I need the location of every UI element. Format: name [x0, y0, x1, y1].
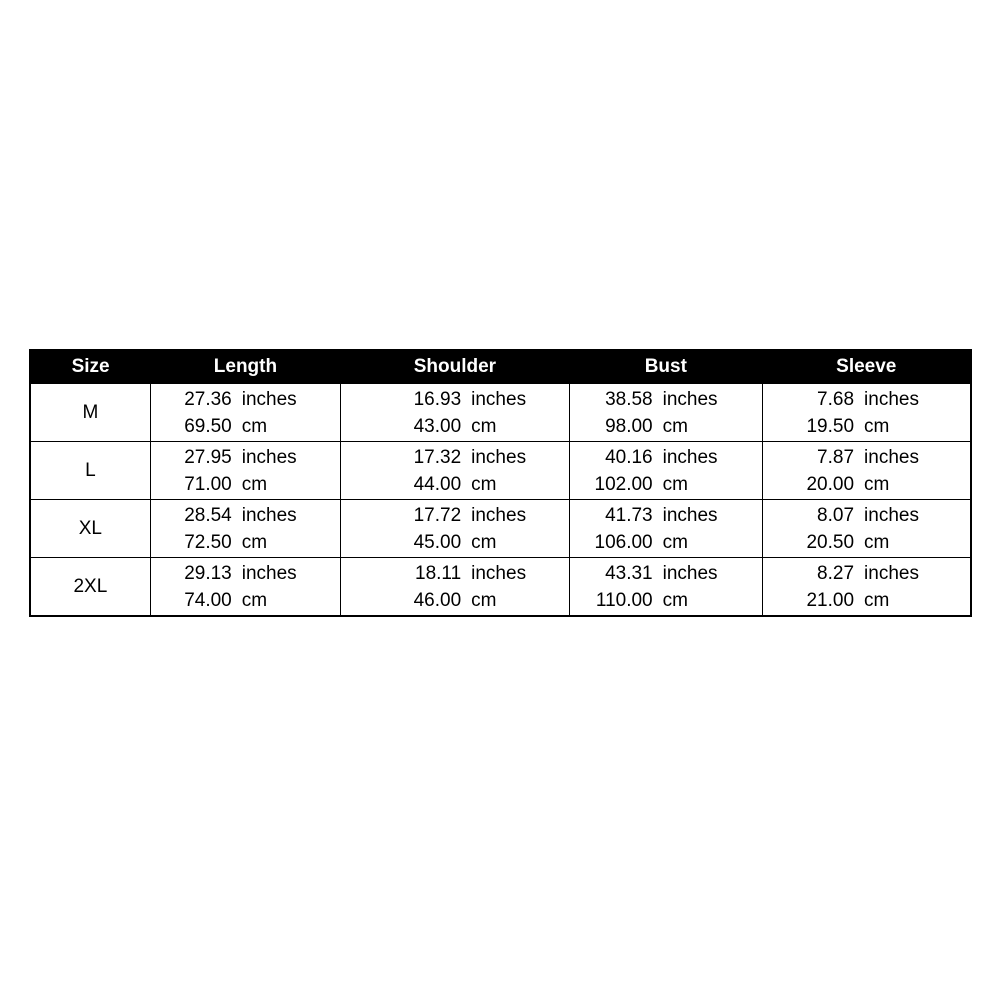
bust-cell: [569, 558, 762, 617]
sleeve-cm-line: [767, 473, 970, 497]
sleeve-cell: [763, 384, 971, 442]
sleeve-inches-line: [767, 446, 970, 470]
length-inches-unit: inches: [241, 505, 297, 526]
sleeve-inches-unit: inches: [864, 447, 919, 468]
sleeve-inches-value: 7.87: [817, 447, 855, 468]
table-row: [30, 442, 971, 500]
length-cm-line: [175, 415, 340, 439]
header-length: Length: [150, 350, 340, 384]
length-inches-line: [175, 504, 340, 528]
table-row: [30, 384, 971, 442]
sleeve-cm-value: 19.50: [806, 416, 855, 437]
shoulder-inches-line: [404, 388, 568, 412]
length-inches-line: [175, 446, 340, 470]
bust-cm-value: 106.00: [594, 532, 653, 553]
shoulder-cm-unit: cm: [471, 474, 497, 495]
bust-cell: [569, 442, 762, 500]
sleeve-cm-line: [767, 589, 970, 613]
bust-cm-line: [573, 589, 762, 613]
bust-inches-unit: inches: [662, 447, 718, 468]
sleeve-cm-unit: cm: [864, 474, 890, 495]
header-size: Size: [30, 350, 150, 384]
length-cm-unit: cm: [241, 416, 268, 437]
bust-cm-unit: cm: [662, 532, 688, 553]
sleeve-inches-value: 7.68: [817, 389, 855, 410]
bust-cm-value: 110.00: [595, 590, 653, 611]
sleeve-cell: [763, 442, 971, 500]
length-inches-value: 29.13: [184, 563, 232, 584]
sleeve-inches-unit: inches: [864, 389, 919, 410]
shoulder-cell: [341, 442, 569, 500]
shoulder-cm-value: 44.00: [413, 474, 462, 495]
size-cell: XL: [30, 500, 150, 558]
sleeve-cm-value: 20.50: [806, 532, 855, 553]
shoulder-inches-unit: inches: [471, 447, 527, 468]
bust-cm-unit: cm: [662, 474, 688, 495]
bust-cm-value: 98.00: [605, 416, 653, 437]
header-shoulder: Shoulder: [341, 350, 569, 384]
bust-inches-unit: inches: [662, 389, 718, 410]
bust-inches-line: [573, 504, 762, 528]
bust-inches-line: [573, 388, 762, 412]
length-cm-unit: cm: [241, 532, 268, 553]
length-cell: [150, 558, 340, 617]
length-cm-unit: cm: [241, 474, 268, 495]
size-cell: M: [30, 384, 150, 442]
sleeve-inches-line: [767, 388, 970, 412]
shoulder-cm-line: [404, 589, 568, 613]
sleeve-inches-unit: inches: [864, 505, 919, 526]
bust-cm-line: [573, 473, 762, 497]
length-cell: [150, 500, 340, 558]
table-row: [30, 500, 971, 558]
shoulder-cm-value: 45.00: [413, 532, 462, 553]
shoulder-cm-unit: cm: [471, 590, 497, 611]
sleeve-cell: [763, 558, 971, 617]
bust-inches-value: 43.31: [605, 563, 653, 584]
table-body: [30, 384, 971, 617]
header-row: [30, 350, 971, 384]
table-row: [30, 558, 971, 617]
length-cm-line: [175, 473, 340, 497]
length-inches-unit: inches: [241, 447, 297, 468]
table-header: [30, 350, 971, 384]
length-cm-line: [175, 531, 340, 555]
sleeve-cm-line: [767, 415, 970, 439]
length-inches-line: [175, 562, 340, 586]
shoulder-cell: [341, 558, 569, 617]
shoulder-inches-unit: inches: [471, 563, 527, 584]
bust-cell: [569, 384, 762, 442]
length-inches-unit: inches: [241, 389, 297, 410]
length-inches-value: 27.95: [184, 447, 232, 468]
shoulder-cm-value: 43.00: [413, 416, 462, 437]
shoulder-cm-line: [404, 473, 568, 497]
sleeve-cm-unit: cm: [864, 532, 890, 553]
sleeve-cm-line: [767, 531, 970, 555]
header-bust: Bust: [569, 350, 762, 384]
length-inches-unit: inches: [241, 563, 297, 584]
sleeve-inches-value: 8.27: [817, 563, 855, 584]
bust-cell: [569, 500, 762, 558]
length-cm-value: 72.50: [184, 532, 232, 553]
length-inches-value: 28.54: [184, 505, 232, 526]
bust-inches-line: [573, 562, 762, 586]
length-cm-value: 74.00: [184, 590, 232, 611]
shoulder-inches-value: 17.72: [413, 505, 462, 526]
bust-cm-value: 102.00: [594, 474, 653, 495]
bust-cm-unit: cm: [662, 590, 688, 611]
bust-cm-line: [573, 415, 762, 439]
bust-inches-line: [573, 446, 762, 470]
bust-inches-value: 40.16: [605, 447, 653, 468]
shoulder-inches-line: [404, 504, 568, 528]
length-cm-unit: cm: [241, 590, 268, 611]
sleeve-cell: [763, 500, 971, 558]
length-cm-line: [175, 589, 340, 613]
shoulder-cm-line: [404, 531, 568, 555]
sleeve-cm-value: 21.00: [806, 590, 855, 611]
header-sleeve: Sleeve: [763, 350, 971, 384]
shoulder-inches-unit: inches: [471, 389, 527, 410]
shoulder-cell: [341, 500, 569, 558]
shoulder-inches-value: 18.11: [415, 563, 462, 584]
shoulder-cm-value: 46.00: [413, 590, 462, 611]
sleeve-inches-unit: inches: [864, 563, 919, 584]
sleeve-cm-unit: cm: [864, 590, 890, 611]
shoulder-cm-line: [404, 415, 568, 439]
bust-inches-unit: inches: [662, 505, 718, 526]
shoulder-cm-unit: cm: [471, 532, 497, 553]
size-chart-table: [29, 349, 972, 617]
length-cm-value: 69.50: [184, 416, 232, 437]
shoulder-cell: [341, 384, 569, 442]
sleeve-inches-line: [767, 504, 970, 528]
shoulder-inches-line: [404, 446, 568, 470]
shoulder-cm-unit: cm: [471, 416, 497, 437]
shoulder-inches-line: [404, 562, 568, 586]
size-cell: 2XL: [30, 558, 150, 617]
length-cell: [150, 384, 340, 442]
sleeve-cm-unit: cm: [864, 416, 890, 437]
length-inches-line: [175, 388, 340, 412]
sleeve-inches-line: [767, 562, 970, 586]
shoulder-inches-unit: inches: [471, 505, 527, 526]
length-cm-value: 71.00: [184, 474, 232, 495]
bust-cm-line: [573, 531, 762, 555]
size-cell: L: [30, 442, 150, 500]
length-cell: [150, 442, 340, 500]
bust-inches-unit: inches: [662, 563, 718, 584]
sleeve-inches-value: 8.07: [817, 505, 855, 526]
length-inches-value: 27.36: [184, 389, 232, 410]
bust-inches-value: 41.73: [605, 505, 653, 526]
shoulder-inches-value: 17.32: [413, 447, 462, 468]
bust-cm-unit: cm: [662, 416, 688, 437]
shoulder-inches-value: 16.93: [413, 389, 462, 410]
sleeve-cm-value: 20.00: [806, 474, 855, 495]
bust-inches-value: 38.58: [605, 389, 653, 410]
